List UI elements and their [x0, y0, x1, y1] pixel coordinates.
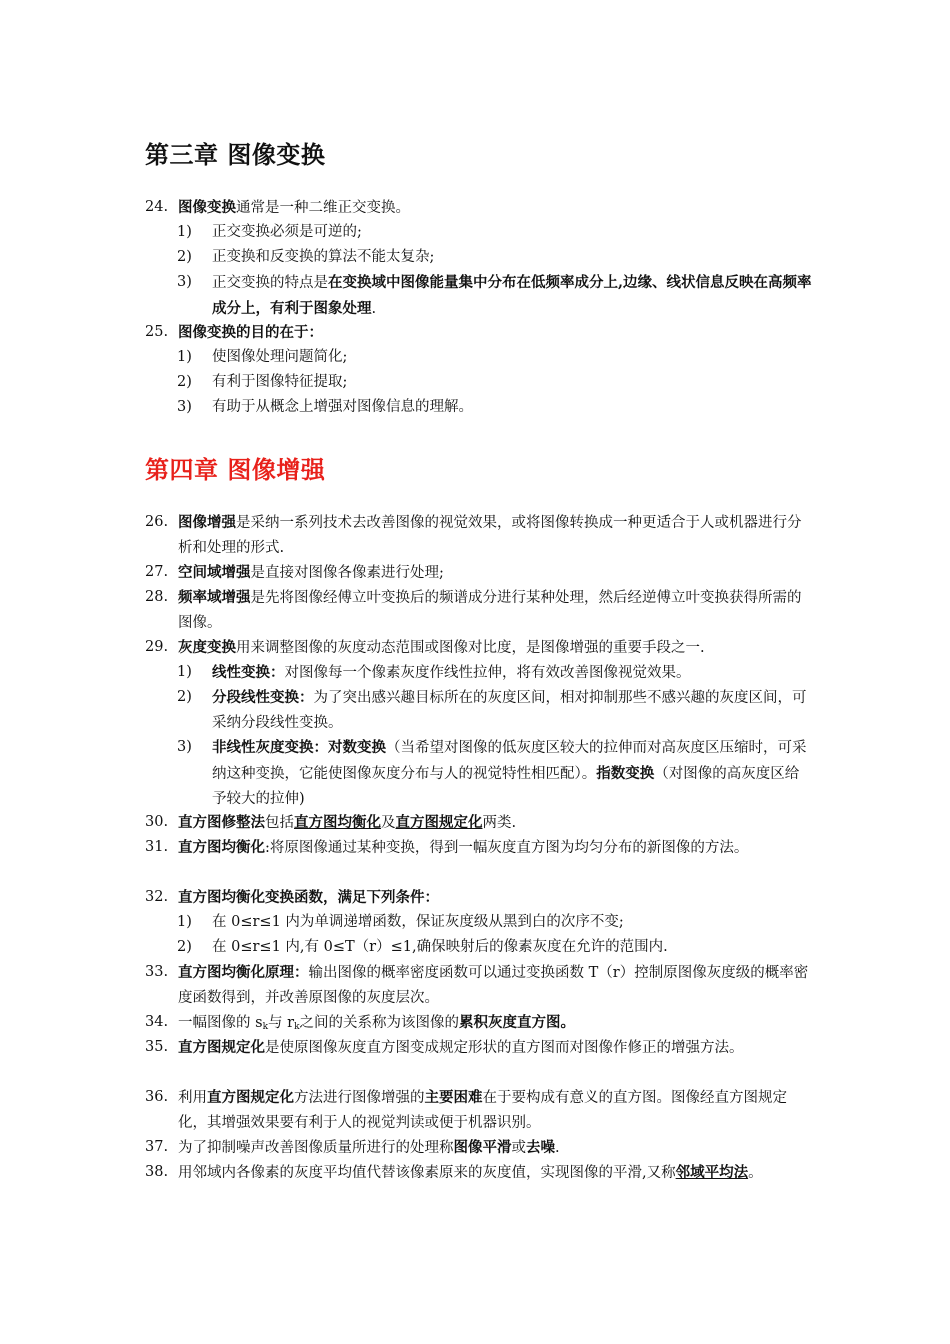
item-37: 37. 为了抑制噪声改善图像质量所进行的处理称图像平滑或去噪. — [145, 1139, 560, 1156]
item-29-sub-3: 3) 非线性灰度变换：对数变换（当希望对图像的低灰度区较大的拉伸而对高灰度区压缩时，可采纳这种变换，它能使图像灰度分布与人的视觉特性相匹配）。指数变换（对图像的高灰度区给予较大的拉伸) — [177, 739, 807, 807]
item-24-sub-1: 1) 正交变换必须是可逆的; — [177, 224, 362, 240]
chapter-4-title: 第四章 图像增强 — [145, 456, 326, 484]
item-25-sub-1: 1) 使图像处理问题简化; — [177, 349, 348, 365]
item-26: 26. 图像增强是采纳一系列技术去改善图像的视觉效果，或将图像转换成一种更适合于人或机器进行分析和处理的形式. — [145, 514, 802, 556]
item-25: 25. 图像变换的目的在于： — [145, 324, 323, 341]
item-30: 30. 直方图修整法包括直方图均衡化及直方图规定化两类. — [145, 814, 517, 831]
item-29-sub-2: 2) 分段线性变换：为了突出感兴趣目标所在的灰度区间，相对抑制那些不感兴趣的灰度区间，可采纳分段线性变换。 — [177, 689, 807, 731]
item-29: 29. 灰度变换用来调整图像的灰度动态范围或图像对比度，是图像增强的重要手段之一. — [145, 639, 705, 656]
item-28: 28. 频率域增强是先将图像经傅立叶变换后的频谱成分进行某种处理，然后经逆傅立叶变换获得所需的图像。 — [145, 589, 802, 631]
item-38: 38. 用邻域内各像素的灰度平均值代替该像素原来的灰度值，实现图像的平滑,又称邻域平均法。 — [145, 1164, 763, 1181]
item-34: 34. 一幅图像的 $s_k$与 $r_k$之间的关系称为该图像的累积灰度直方图。 — [145, 1014, 576, 1032]
item-24: 24. 图像变换通常是一种二维正交变换。 — [145, 199, 410, 216]
item-25-sub-2: 2) 有利于图像特征提取; — [177, 374, 348, 390]
item-33: 33. 直方图均衡化原理：输出图像的概率密度函数可以通过变换函数 T（r）控制原图像灰度级的概率密度函数得到，并改善原图像的灰度层次。 — [145, 964, 809, 1006]
item-35: 35. 直方图规定化是使原图像灰度直方图变成规定形状的直方图而对图像作修正的增强方法。 — [145, 1039, 744, 1056]
item-32-sub-2: 2) 在 0≤r≤1 内,有 0≤T（r）≤1,确保映射后的像素灰度在允许的范围内. — [177, 939, 668, 955]
chapter-3-title: 第三章 图像变换 — [145, 141, 326, 169]
item-25-sub-3: 3) 有助于从概念上增强对图像信息的理解。 — [177, 399, 473, 415]
item-31: 31. 直方图均衡化:将原图像通过某种变换，得到一幅灰度直方图为均匀分布的新图像的方法。 — [145, 839, 749, 856]
item-32-sub-1: 1) 在 0≤r≤1 内为单调递增函数，保证灰度级从黑到白的次序不变; — [177, 914, 624, 930]
item-24-sub-2: 2) 正变换和反变换的算法不能太复杂; — [177, 249, 435, 265]
item-32: 32. 直方图均衡化变换函数，满足下列条件： — [145, 889, 439, 906]
item-24-sub-3: 3) 正交变换的特点是在变换域中图像能量集中分布在低频率成分上,边缘、线状信息反映在高频率成分上，有利于图象处理. — [177, 274, 812, 317]
item-29-sub-1: 1) 线性变换：对图像每一个像素灰度作线性拉伸，将有效改善图像视觉效果。 — [177, 664, 691, 681]
item-27: 27. 空间域增强是直接对图像各像素进行处理; — [145, 564, 444, 581]
item-36: 36. 利用直方图规定化方法进行图像增强的主要困难在于要构成有意义的直方图。图像经直方图规定化，其增强效果要有利于人的视觉判读或便于机器识别。 — [145, 1089, 787, 1131]
